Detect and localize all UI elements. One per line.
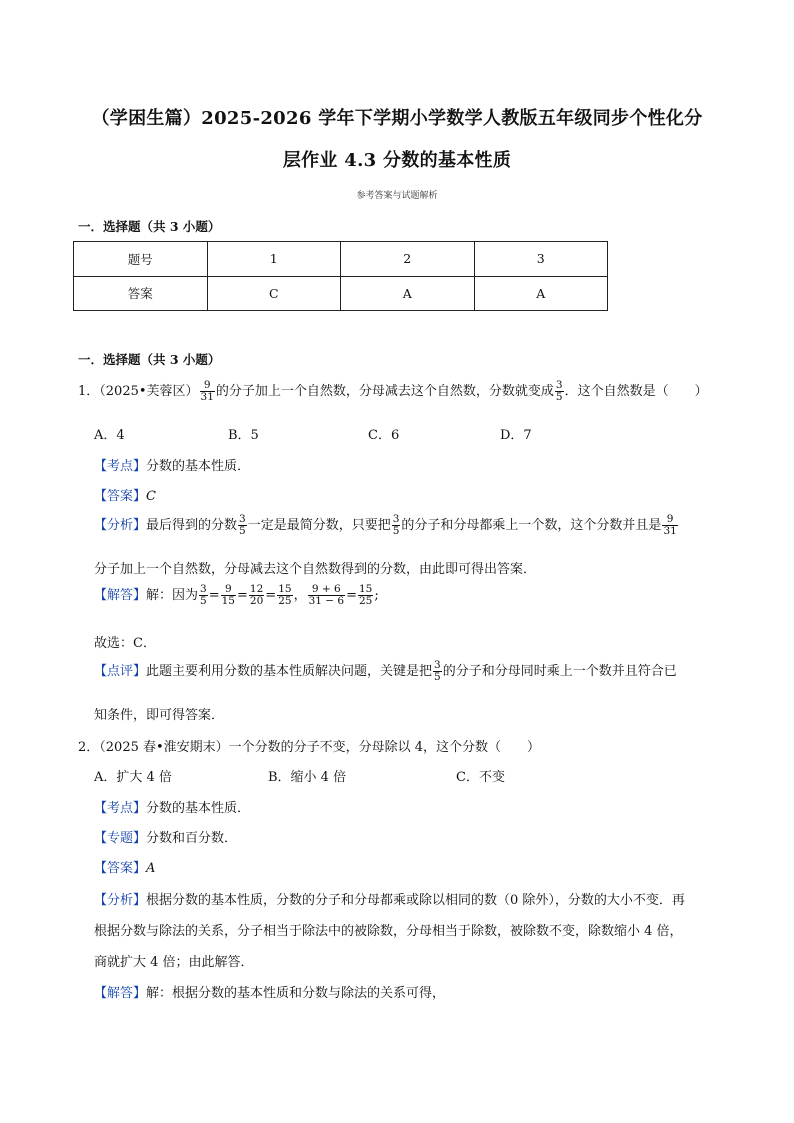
fraction: $\frac{9}{31}$ <box>663 513 677 537</box>
jieda-tag: 【解答】 <box>94 588 147 603</box>
fenxi-text: 最后得到的分数 <box>146 518 238 533</box>
fraction: $\frac{9}{31}$ <box>200 379 214 403</box>
doc-title-line1: （学困生篇）2025-2026 学年下学期小学数学人教版五年级同步个性化分 <box>91 108 703 129</box>
q2-kaodian <box>94 797 250 816</box>
equals: = <box>265 588 277 603</box>
daan-text: C <box>146 489 156 504</box>
jieda-text: 解：因为 <box>146 588 199 603</box>
fraction: $\frac{3}{5}$ <box>200 583 207 607</box>
fraction: $\frac{3}{5}$ <box>434 659 441 683</box>
daan-text: A <box>146 861 156 876</box>
table-cell: A <box>474 276 608 311</box>
q1-option-a: A．4 <box>94 428 125 443</box>
table-cell: 答案 <box>74 276 208 311</box>
q2-option-b: B．缩小 4 倍 <box>268 770 347 785</box>
comma: ， <box>293 588 307 603</box>
q1-jieda <box>94 584 379 607</box>
semicolon: ; <box>374 588 379 603</box>
fenxi-text: 一定是最简分数，只要把 <box>247 518 391 533</box>
q1-text-end: ．这个自然数是（ ） <box>564 384 708 399</box>
jieda-text: 解：根据分数的基本性质和分数与除法的关系可得， <box>146 986 446 1001</box>
q2-stem: 2．（2025 春•淮安期末）一个分数的分子不变，分母除以 4，这个分数（ ） <box>78 740 541 755</box>
fenxi-text: 根据分数的基本性质，分数的分子和分母都乘或除以相同的数（0 除外），分数的大小不变．再 <box>146 893 685 908</box>
doc-subtitle: 参考答案与试题解析 <box>356 191 438 201</box>
dianping-tag: 【点评】 <box>94 664 147 679</box>
section-header: 一．选择题（共 3 小题） <box>78 219 221 234</box>
q1-dianping-line1 <box>94 660 677 683</box>
fraction: $\frac{12}{20}$ <box>249 583 264 607</box>
kaodian-tag: 【考点】 <box>94 801 147 816</box>
q1-option-b: B．5 <box>228 428 259 443</box>
equals: = <box>208 588 220 603</box>
q1-text-mid: 的分子加上一个自然数，分母减去这个自然数，分数就变成 <box>215 384 554 399</box>
fenxi-text: 的分子和分母都乘上一个数，这个分数并且是 <box>401 518 662 533</box>
table-cell: A <box>341 276 475 311</box>
q1-daan <box>94 485 156 504</box>
equals: = <box>237 588 248 603</box>
fraction: $\frac{15}{25}$ <box>278 583 292 607</box>
zhuanti-text: 分数和百分数． <box>146 831 238 846</box>
fraction: $\frac{3}{5}$ <box>239 513 246 537</box>
q1-option-d: D．7 <box>500 428 532 443</box>
equals: = <box>346 588 357 603</box>
fraction: $\frac{3}{5}$ <box>555 379 563 403</box>
daan-tag: 【答案】 <box>94 861 147 876</box>
q2-fenxi-line1 <box>94 889 685 908</box>
kaodian-text: 分数的基本性质． <box>146 459 251 474</box>
q1-fenxi-line2: 分子加上一个自然数，分母减去这个自然数得到的分数，由此即可得出答案． <box>94 562 537 577</box>
table-cell: 3 <box>474 242 608 277</box>
doc-title-line2: 层作业 4.3 分数的基本性质 <box>282 150 512 171</box>
dianping-text: 的分子和分母同时乘上一个数并且符合已 <box>442 664 677 679</box>
fenxi-tag: 【分析】 <box>94 893 147 908</box>
table-row <box>74 276 608 311</box>
q1-dianping-line2: 知条件，即可得答案． <box>94 708 225 723</box>
q2-daan <box>94 857 155 876</box>
q1-fenxi-line1 <box>94 514 679 537</box>
q2-zhuanti <box>94 827 237 846</box>
table-cell: 题号 <box>74 242 208 277</box>
fenxi-tag: 【分析】 <box>94 518 147 533</box>
q2-option-c: C．不变 <box>456 770 505 785</box>
kaodian-tag: 【考点】 <box>94 459 147 474</box>
table-row <box>74 242 608 277</box>
fraction: $\frac{9 + 6}{31 - 6}$ <box>308 583 345 607</box>
q2-jieda <box>94 982 445 1001</box>
answer-table <box>73 241 608 311</box>
fraction: $\frac{15}{25}$ <box>359 583 373 607</box>
q2-option-a: A．扩大 4 倍 <box>94 770 172 785</box>
daan-tag: 【答案】 <box>94 489 147 504</box>
dianping-text: 此题主要利用分数的基本性质解决问题，关键是把 <box>146 664 433 679</box>
jieda-tag: 【解答】 <box>94 986 147 1001</box>
fraction: $\frac{3}{5}$ <box>392 513 400 537</box>
q2-fenxi-line2: 根据分数与除法的关系，分子相当于除法中的被除数，分母相当于除数，被除数不变，除数缩小 4 倍， <box>94 924 683 939</box>
fraction: $\frac{9}{15}$ <box>221 583 235 607</box>
q1-stem <box>78 380 708 403</box>
q1-guxuan: 故选：C． <box>94 636 156 651</box>
q1-kaodian <box>94 455 250 474</box>
table-cell: 1 <box>207 242 341 277</box>
q2-fenxi-line3: 商就扩大 4 倍；由此解答． <box>94 955 254 970</box>
table-cell: C <box>207 276 341 311</box>
kaodian-text: 分数的基本性质． <box>146 801 251 816</box>
q1-lead: 1．（2025•芙蓉区） <box>78 384 199 399</box>
table-cell: 2 <box>341 242 475 277</box>
section-header-2: 一．选择题（共 3 小题） <box>78 352 221 367</box>
zhuanti-tag: 【专题】 <box>94 831 147 846</box>
q1-option-c: C．6 <box>368 428 400 443</box>
